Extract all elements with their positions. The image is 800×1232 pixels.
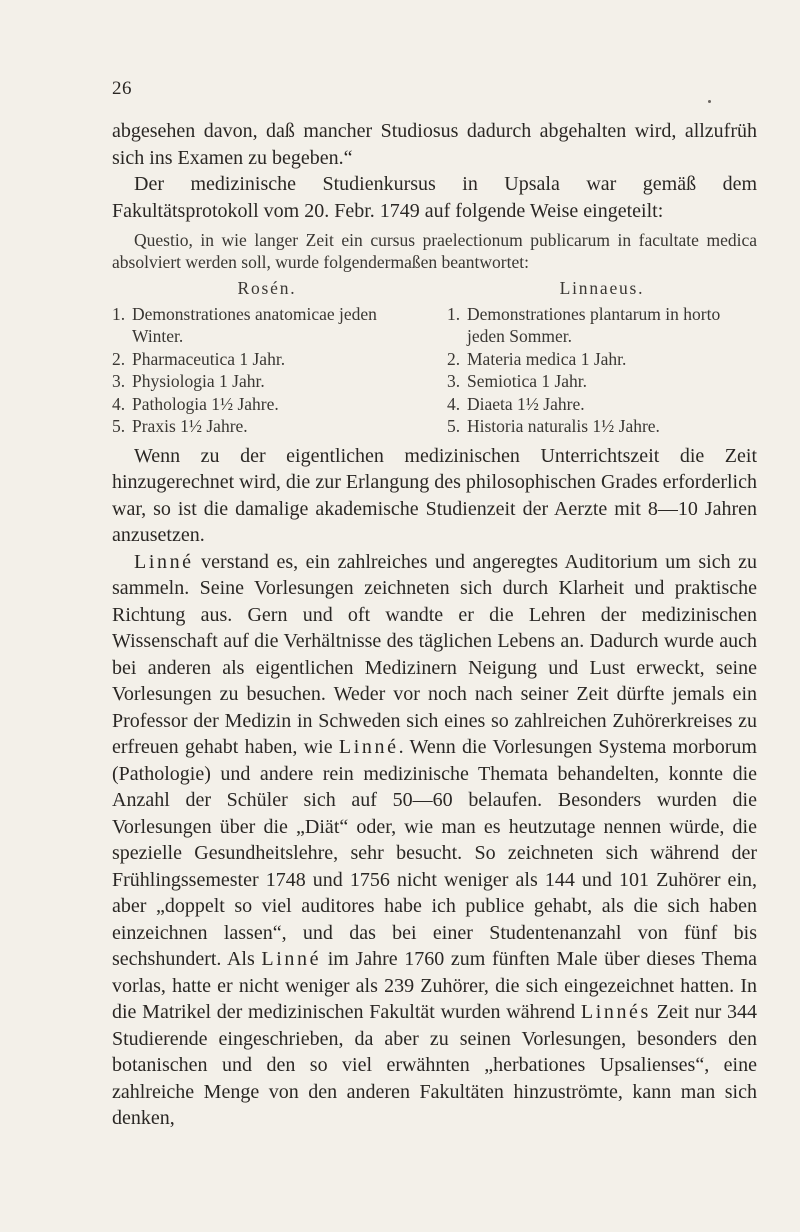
print-speck xyxy=(708,100,711,103)
linne-lectures-paragraph: Linné verstand es, ein zahlreiches und angeregtes Auditorium um sich zu sammeln. Seine Vorlesungen zeichneten sich durch Klarheit und praktische Richtung aus. Gern und oft wandte er die Lehren der medizinischen Wissenschaft auf die Verhältnisse des täglichen Lebens an. Dadurch wurde auch bei anderen als eigentlichen Medizinern Neigung und Lust erweckt, seine Vorlesungen zu besuchen. Weder vor noch nach seiner Zeit dürfte jemals ein Professor der Medizin in Schweden sich eines so zahlreichen Zuhörerkreises zu erfreuen gehabt haben, wie Linné. Wenn die Vorlesungen Systema morborum (Pathologie) und andere rein medizinische Themata behandelten, konnte die Anzahl der Schüler sich auf 50—60 belaufen. Besonders wurden die Vorlesungen über die „Diät“ oder, wie man es heutzutage nennen würde, die spezielle Gesundheitslehre, sehr besucht. So zeichneten sich während der Frühlingssemester 1748 und 1756 nicht weniger als 144 und 101 Zuhörer ein, aber „doppelt so viel auditores habe ich publice gehabt, als die sich haben einzeichnen lassen“, und das bei einer Studentenanzahl von fünf bis sechshundert. Als Linné im Jahre 1760 zum fünften Male über dieses Thema vorlas, hatte er nicht weniger als 239 Zuhörer, die sich eingezeichnet hatten. In die Matrikel der medizinischen Fakultät wurden während Linnés Zeit nur 344 Studierende eingeschrieben, da aber zu seinen Vorlesungen, besonders den botanischen und den so viel erwähnten „herbationes Upsalienses“, eine zahlreiche Menge von den anderen Fakultäten hinzuströmte, kann man sich denken, xyxy=(112,550,758,1129)
page-number: 26 xyxy=(112,78,132,99)
name-linne: Linné xyxy=(134,550,194,573)
list-item: 3. Physiologia 1 Jahr. xyxy=(112,371,265,391)
linnaeus-heading: Linnaeus. xyxy=(559,278,645,298)
name-linne: Linné xyxy=(261,948,322,970)
list-item: 1. Demonstrationes anatomicae jeden Winter. xyxy=(112,303,377,346)
linnaeus-list xyxy=(447,303,757,438)
list-item: 4. Pathologia 1½ Jahre. xyxy=(112,393,279,414)
list-item: 3. Semiotica 1 Jahr. xyxy=(447,371,588,391)
list-item: 4. Diaeta 1½ Jahre. xyxy=(447,393,585,414)
study-duration-paragraph: Wenn zu der eigentlichen medizinischen Unterrichtszeit die Zeit hinzugerechnet wird, die zur Erlangung des philosophischen Grades erforderlich war, so ist die damalige akademische Studienzeit der Aerzte mit 8—10 Jahren anzusetzen. xyxy=(112,444,757,546)
curriculum-table xyxy=(112,277,757,438)
rosen-column xyxy=(112,277,422,438)
list-item: 2. Materia medica 1 Jahr. xyxy=(447,348,627,369)
list-item: 2. Pharmaceutica 1 Jahr. xyxy=(112,348,286,369)
name-linnes: Linnés xyxy=(580,1001,651,1023)
rosen-heading: Rosén. xyxy=(237,278,297,298)
page-text xyxy=(112,118,757,1132)
curriculum-intro-paragraph: Der medizinische Studienkursus in Upsala war gemäß dem Fakultätsprotokoll vom 20. Febr. 1749 auf folgende Weise eingeteilt: xyxy=(112,173,757,222)
rosen-list xyxy=(112,303,422,438)
linnaeus-column xyxy=(447,277,757,438)
name-linne: Linné xyxy=(338,736,399,758)
questio-paragraph: Questio, in wie langer Zeit ein cursus praelectionum publicarum in facultate medica absolviert werden soll, wurde folgendermaßen beantwortet: xyxy=(112,230,757,272)
list-item: 5. Praxis 1½ Jahre. xyxy=(112,416,248,436)
quote-continuation: abgesehen davon, daß mancher Studiosus dadurch abgehalten wird, allzufrüh sich ins Examen zu begeben.“ xyxy=(112,120,757,169)
list-item: 1. Demonstrationes plantarum in horto jeden Sommer. xyxy=(447,303,721,346)
list-item: 5. Historia naturalis 1½ Jahre. xyxy=(447,416,660,436)
